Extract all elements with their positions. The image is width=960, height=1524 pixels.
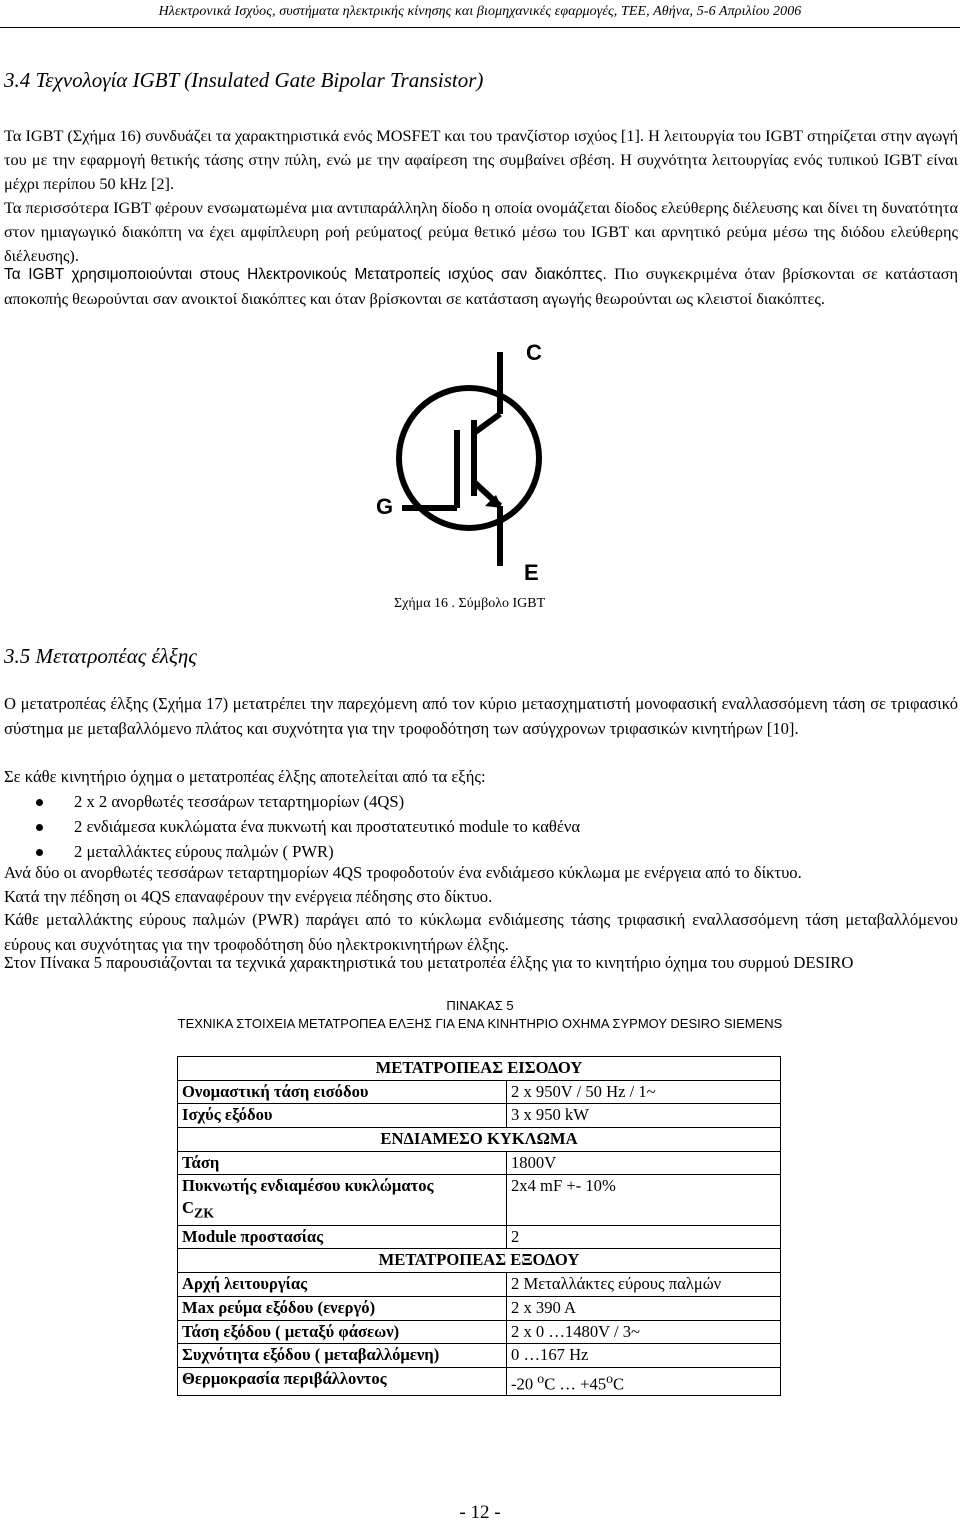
table-row (178, 1151, 781, 1175)
table-row (178, 1344, 781, 1368)
table-key (178, 1175, 507, 1225)
table-row (178, 1128, 781, 1152)
table-value: 0 …167 Hz (507, 1344, 781, 1368)
converter-paragraph-4: Κατά την πέδηση οι 4QS επαναφέρουν την ενέργεια πέδησης στο δίκτυο. (4, 887, 493, 906)
gate-label: G (376, 494, 394, 519)
table-row (178, 1249, 781, 1273)
list-item-text: 2 ενδιάμεσα κυκλώματα ένα πυκνωτή και προστατευτικό module το καθένα (74, 817, 581, 836)
table-value: 2x4 mF +- 10% (507, 1175, 781, 1225)
table-value: 2 x 950V / 50 Hz / 1~ (507, 1080, 781, 1104)
section-heading: ΜΕΤΑΤΡΟΠΕΑΣ ΕΙΣΟΔΟΥ (178, 1057, 781, 1081)
table-value: 2 Μεταλλάκτες εύρους παλμών (507, 1273, 781, 1297)
list-item-text: 2 μεταλλάκτες εύρους παλμών ( PWR) (74, 842, 334, 861)
figure-16-caption: Σχήμα 16 . Σύμβολο IGBT (394, 596, 546, 611)
table-key: Τάση εξόδου ( μεταξύ φάσεων) (178, 1320, 507, 1344)
table-value: 3 x 950 kW (507, 1104, 781, 1128)
list-item (4, 814, 934, 839)
table-row (178, 1225, 781, 1249)
table-row (178, 1367, 781, 1396)
table-row (178, 1057, 781, 1081)
table-value: 2 x 390 A (507, 1296, 781, 1320)
list-item (4, 789, 934, 814)
running-header: Ηλεκτρονικά Ισχύος, συστήματα ηλεκτρικής κίνησης και βιομηχανικές εφαρμογές, ΤΕΕ, Αθήνα, 5-6 Απριλίου 2006 (158, 4, 802, 19)
table-key: Module προστασίας (178, 1225, 507, 1249)
section-heading: ΕΝΔΙΑΜΕΣΟ ΚΥΚΛΩΜΑ (178, 1128, 781, 1152)
table-row (178, 1296, 781, 1320)
capacitor-symbol: C (182, 1198, 194, 1218)
degree-mark: o (606, 1370, 614, 1386)
converter-paragraph-6: Στον Πίνακα 5 παρουσιάζονται τα τεχνικά χαρακτηριστικά του μετατροπέα έλξης για το κινητήριο όχημα του συρμού DESIRO (4, 953, 854, 972)
table-row (178, 1104, 781, 1128)
bullet-icon (36, 824, 43, 831)
table-key-text: Πυκνωτής ενδιαμέσου κυκλώματος (182, 1176, 434, 1196)
table-title: ΤΕΧΝΙΚΑ ΣΤΟΙΧΕΙΑ ΜΕΤΑΤΡΟΠΕΑ ΕΛΞΗΣ ΓΙΑ ΕΝΑ ΚΙΝΗΤΗΡΙΟ ΟΧΗΜΑ ΣΥΡΜΟΥ DESIRO SIEMENS (177, 1016, 783, 1031)
igbt-paragraph-3-first: Τα IGBT χρησιμοποιούνται στους Ηλεκτρονικούς Μετατροπείς ισχύος σαν διακόπτες. (4, 266, 607, 283)
converter-paragraph-5: Κάθε μεταλλάκτης εύρους παλμών (PWR) παράγει από το κύκλωμα ενδιάμεσης τάσης τριφασική εναλλασσόμενη τάση μεταβαλλόμενου εύρους και συχνότητας για την τροφοδότηση δύο ηλεκτροκινητήρων έλξης. (4, 910, 958, 954)
section-heading: ΜΕΤΑΤΡΟΠΕΑΣ ΕΞΟΔΟΥ (178, 1249, 781, 1273)
igbt-paragraph-1: Τα IGBT (Σχήμα 16) συνδυάζει τα χαρακτηριστικά ενός MOSFET και του τρανζίστορ ισχύος [1]. Η λειτουργία του IGBT στηρίζεται στην αγωγή του με την εφαρμογή θετικής τάσης στην πύλη, ενώ με την αφαίρεση της συμβαίνει σβέση. Η συχνότητα λειτουργίας ενός τυπικού IGBT είναι μέχρι περίπου 50 kHz [2]. (4, 126, 958, 194)
converter-paragraph-1: Ο μετατροπέας έλξης (Σχήμα 17) μετατρέπει την παρεχόμενη από τον κύριο μετασχηματιστή μονοφασική εναλλασσόμενη τάση σε τριφασικό σύστημα με μεταβαλλόμενο πλάτος και συχνότητα για την τροφοδότηση των ασύγχρονων τριφασικών κινητήρων [10]. (4, 694, 958, 738)
table-row (178, 1273, 781, 1297)
temp-low: -20 (511, 1374, 538, 1394)
bullet-icon (36, 849, 43, 856)
section-3-5-title: 3.5 Μετατροπέας έλξης (4, 644, 197, 668)
igbt-symbol-drawing (372, 330, 572, 590)
table-key: Θερμοκρασία περιβάλλοντος (178, 1367, 507, 1396)
temp-mid: C … +45 (544, 1374, 607, 1394)
list-item-text: 2 x 2 ανορθωτές τεσσάρων τεταρτημορίων (4QS) (74, 792, 405, 811)
igbt-paragraph-3 (4, 262, 958, 311)
table-key: Τάση (178, 1151, 507, 1175)
converter-spec-table (177, 1056, 781, 1396)
table-number: ΠΙΝΑΚΑΣ 5 (446, 998, 514, 1013)
table-key: Συχνότητα εξόδου ( μεταβαλλόμενη) (178, 1344, 507, 1368)
table-value (507, 1367, 781, 1396)
igbt-paragraph-3-rest: Πιο συγκεκριμένα όταν βρίσκονται σε κατάσταση αποκοπής θεωρούνται σαν ανοικτοί διακόπτες και όταν βρίσκονται σε κατάσταση αγωγής θεωρούνται ως κλειστοί διακόπτες. (4, 264, 958, 309)
table-key: Ισχύς εξόδου (178, 1104, 507, 1128)
table-row (178, 1320, 781, 1344)
capacitor-subscript: ZK (193, 1205, 214, 1221)
converter-parts-list (4, 789, 934, 864)
header-rule (0, 27, 960, 28)
converter-paragraph-2: Σε κάθε κινητήριο όχημα ο μετατροπέας έλξης αποτελείται από τα εξής: (4, 767, 486, 786)
table-value: 2 x 0 …1480V / 3~ (507, 1320, 781, 1344)
section-3-4-title: 3.4 Τεχνολογία IGBT (Insulated Gate Bipolar Transistor) (4, 68, 484, 92)
converter-paragraph-3: Ανά δύο οι ανορθωτές τεσσάρων τεταρτημορίων 4QS τροφοδοτούν ένα ενδιάμεσο κύκλωμα με ενέργεια από το δίκτυο. (4, 863, 802, 882)
table-key: Ονομαστική τάση εισόδου (178, 1080, 507, 1104)
emitter-label: E (524, 560, 539, 585)
igbt-symbol-figure (372, 330, 572, 590)
table-row (178, 1080, 781, 1104)
bullet-icon (36, 799, 43, 806)
table-value: 1800V (507, 1151, 781, 1175)
temp-unit: C (613, 1374, 625, 1394)
table-key: Αρχή λειτουργίας (178, 1273, 507, 1297)
table-row (178, 1175, 781, 1225)
page-number: - 12 - (459, 1502, 501, 1523)
table-key: Max ρεύμα εξόδου (ενεργό) (178, 1296, 507, 1320)
degree-mark: o (537, 1370, 545, 1386)
collector-label: C (526, 340, 542, 365)
igbt-paragraph-2: Τα περισσότερα IGBT φέρουν ενσωματωμένα μια αντιπαράλληλη δίοδο η οποία ονομάζεται δίοδος ελεύθερης διέλευσης και δίνει τη δυνατότητα στον ημιαγωγικό διακόπτη να έχει αμφίπλευρη ροή ρεύματος( ρεύμα θετικό μέσω του IGBT και αρνητικό ρεύμα μέσω της διόδου ελεύθερης διέλευσης). (4, 198, 958, 266)
table-value: 2 (507, 1225, 781, 1249)
